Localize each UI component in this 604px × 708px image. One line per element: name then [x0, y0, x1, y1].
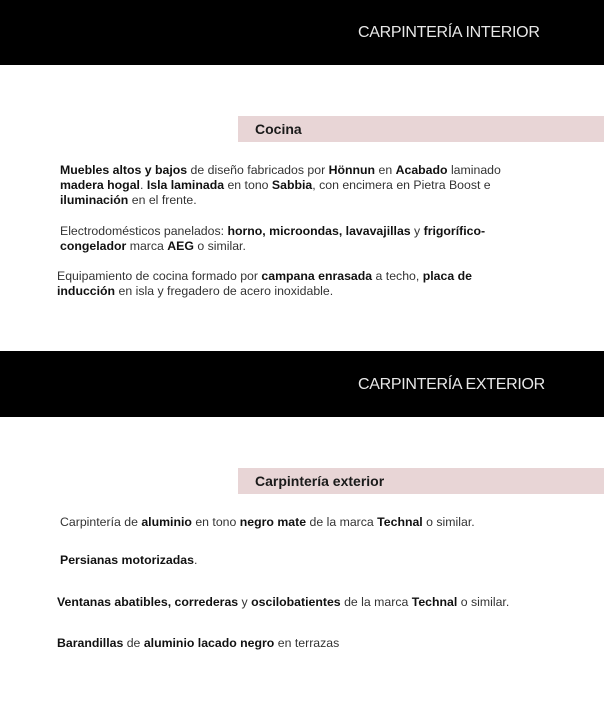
bold-text-run: Hönnun	[328, 163, 376, 177]
cocina-paragraph-1-line-1	[60, 163, 501, 178]
text-run: .	[193, 553, 198, 567]
bold-text-run: Isla laminada	[146, 178, 225, 192]
exterior-section-title: CARPINTERÍA EXTERIOR	[358, 376, 545, 393]
cocina-paragraph-3-line-2	[57, 284, 333, 299]
cocina-heading: Cocina	[255, 121, 302, 137]
text-run: en tono	[191, 515, 240, 529]
bold-text-run: oscilobatientes	[251, 595, 341, 609]
bold-text-run: Sabbia	[271, 178, 313, 192]
bold-text-run: negro mate	[239, 515, 307, 529]
text-run: en	[375, 163, 396, 177]
cocina-paragraph-3-line-1	[57, 269, 472, 284]
bold-text-run: madera hogal	[60, 178, 140, 192]
text-run: en tono	[224, 178, 272, 192]
bold-text-run: Muebles altos y bajos	[60, 163, 188, 177]
text-run: marca	[126, 239, 168, 253]
exterior-paragraph-1	[60, 515, 475, 530]
exterior-paragraph-4	[57, 636, 339, 651]
bold-text-run: campana enrasada	[261, 269, 373, 283]
bold-text-run: congelador	[60, 239, 127, 253]
bold-text-run: Technal	[411, 595, 458, 609]
exterior-heading: Carpintería exterior	[255, 473, 385, 489]
bold-text-run: aluminio lacado negro	[143, 636, 275, 650]
bold-text-run: AEG	[167, 239, 194, 253]
interior-section-title: CARPINTERÍA INTERIOR	[358, 24, 540, 41]
text-run: o similar.	[457, 595, 510, 609]
exterior-heading-bar	[238, 468, 604, 494]
bold-text-run: frigorífico-	[423, 224, 486, 238]
text-run: Equipamiento de cocina formado por	[57, 269, 262, 283]
cocina-paragraph-1-line-3	[60, 193, 197, 208]
text-run: en terrazas	[274, 636, 340, 650]
text-run: en isla y fregadero de acero inoxidable.	[115, 284, 334, 298]
interior-header-band	[0, 0, 604, 65]
exterior-header-band	[0, 351, 604, 417]
text-run: en el frente.	[128, 193, 197, 207]
bold-text-run: Ventanas abatibles, correderas	[57, 595, 239, 609]
cocina-heading-bar	[238, 116, 604, 142]
text-run: Electrodomésticos panelados:	[60, 224, 228, 238]
bold-text-run: iluminación	[60, 193, 129, 207]
bold-text-run: inducción	[57, 284, 116, 298]
cocina-paragraph-1-line-2	[60, 178, 491, 193]
bold-text-run: Barandillas	[57, 636, 124, 650]
cocina-paragraph-2-line-2	[60, 239, 246, 254]
bold-text-run: placa de	[422, 269, 472, 283]
bold-text-run: horno, microondas, lavavajillas	[227, 224, 411, 238]
text-run: y	[238, 595, 252, 609]
bold-text-run: Persianas motorizadas	[60, 553, 194, 567]
text-run: .	[139, 178, 147, 192]
text-run: de diseño fabricados por	[187, 163, 329, 177]
text-run: de la marca	[306, 515, 378, 529]
text-run: a techo,	[372, 269, 423, 283]
text-run: o similar.	[422, 515, 475, 529]
cocina-paragraph-2-line-1	[60, 224, 485, 239]
text-run: de la marca	[340, 595, 412, 609]
text-run: de	[123, 636, 144, 650]
text-run: laminado	[447, 163, 501, 177]
bold-text-run: Technal	[377, 515, 423, 529]
bold-text-run: Acabado	[395, 163, 448, 177]
text-run: o similar.	[193, 239, 246, 253]
exterior-paragraph-3	[57, 595, 509, 610]
text-run: , con encimera en Pietra Boost e	[312, 178, 491, 192]
text-run: Carpintería de	[60, 515, 142, 529]
bold-text-run: aluminio	[141, 515, 192, 529]
exterior-paragraph-2	[60, 553, 197, 568]
text-run: y	[410, 224, 424, 238]
